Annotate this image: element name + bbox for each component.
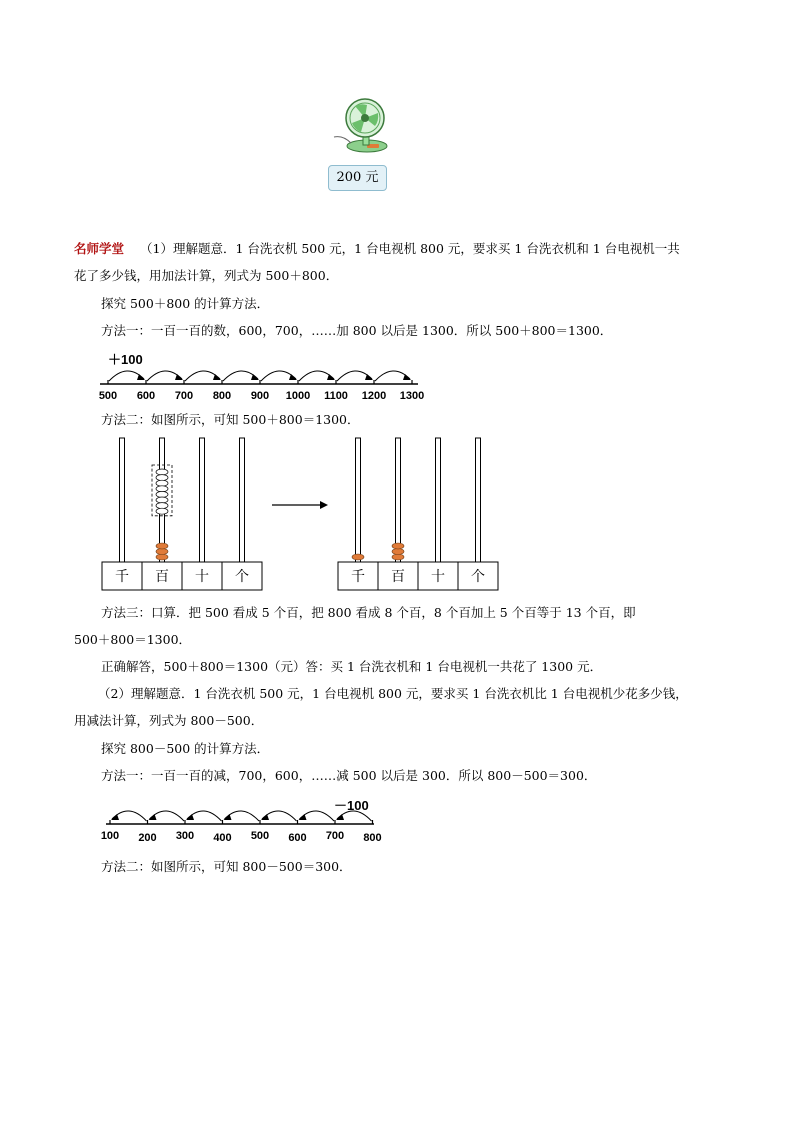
part1-line1-text: （1）理解题意．1 台洗衣机 500 元，1 台电视机 800 元，要求买 1 台洗衣机和 1 台电视机一共 bbox=[140, 241, 680, 256]
numberline-tick-label: 600 bbox=[288, 832, 307, 844]
numberline-tick-label: 800 bbox=[212, 390, 232, 402]
numberline-tick-label: 400 bbox=[213, 832, 232, 844]
abacus-bead bbox=[156, 543, 168, 549]
arrowhead-icon bbox=[336, 814, 344, 820]
abacus-place-label: 十 bbox=[431, 569, 445, 585]
abacus-rod bbox=[476, 438, 481, 562]
numberline-tick-label: 700 bbox=[174, 390, 194, 402]
abacus-bead bbox=[352, 554, 364, 560]
abacus-bead-added bbox=[156, 503, 168, 509]
abacus-bead-added bbox=[156, 469, 168, 475]
numberline-tick-label: 700 bbox=[325, 830, 345, 842]
arrowhead-icon bbox=[289, 374, 297, 380]
abacus-bead-added bbox=[156, 486, 168, 492]
part1-explore: 探究 500＋800 的计算方法． bbox=[101, 296, 270, 311]
abacus-bead-added bbox=[156, 491, 168, 497]
arrowhead-icon bbox=[403, 374, 411, 380]
arrowhead-icon bbox=[213, 374, 221, 380]
part2-intro-line1: （2）理解题意．1 台洗衣机 500 元，1 台电视机 800 元，要求买 1 台洗衣机比 1 台电视机少花多少钱， bbox=[98, 686, 688, 701]
numberline-tick-label: 900 bbox=[250, 390, 270, 402]
abacus-rod bbox=[356, 438, 361, 562]
abacus-rod bbox=[120, 438, 125, 562]
abacus-bead bbox=[392, 543, 404, 549]
arrowhead-icon bbox=[365, 374, 373, 380]
part1-method1: 方法一：一百一百的数，600，700，……加 800 以后是 1300．所以 500＋800＝1300． bbox=[101, 323, 613, 338]
part1-method3-line2: 500＋800＝1300． bbox=[74, 632, 192, 647]
arrowhead-icon bbox=[186, 814, 194, 820]
arrowhead-icon bbox=[261, 814, 269, 820]
numberline-tick-label: 500 bbox=[250, 830, 270, 842]
price-label: 200 元 bbox=[328, 165, 387, 191]
abacus-rod bbox=[436, 438, 441, 562]
part1-method3-line1: 方法三：口算．把 500 看成 5 个百，把 800 看成 8 个百，8 个百加上 5 个百等于 13 个百，即 bbox=[101, 605, 636, 620]
arrowhead-icon bbox=[175, 374, 183, 380]
part1-answer: 正确解答，500＋800＝1300（元）答：买 1 台洗衣机和 1 台电视机一共花了 1300 元． bbox=[101, 659, 603, 674]
abacus-bead-added bbox=[156, 480, 168, 486]
numberline-tick-label: 300 bbox=[175, 830, 195, 842]
part1-intro-line1 bbox=[74, 241, 680, 257]
part1-intro-line2: 花了多少钱，用加法计算，列式为 500＋800． bbox=[74, 268, 339, 283]
abacus-bead-added bbox=[156, 475, 168, 481]
abacus-place-label: 十 bbox=[195, 569, 209, 585]
numberline-tick-label: 800 bbox=[363, 832, 382, 844]
abacus-rod bbox=[200, 438, 205, 562]
abacus-bead-added bbox=[156, 508, 168, 514]
abacus-place-label: 个 bbox=[235, 569, 249, 585]
arrowhead-icon bbox=[149, 814, 157, 820]
numberline-tick-label: 1200 bbox=[361, 390, 387, 402]
abacus-rod bbox=[240, 438, 245, 562]
numberline-tick-label: 1300 bbox=[399, 390, 425, 402]
abacus-bead bbox=[392, 554, 404, 560]
abacus-bead bbox=[392, 549, 404, 555]
abacus-place-label: 个 bbox=[471, 569, 485, 585]
numberline-tick-label: 1100 bbox=[324, 390, 348, 402]
arrowhead-icon bbox=[327, 374, 335, 380]
part2-intro-line2: 用减法计算，列式为 800－500． bbox=[74, 713, 264, 728]
abacus-place-label: 百 bbox=[391, 569, 405, 585]
arrowhead-icon bbox=[299, 814, 307, 820]
numberline-step-label: －100 bbox=[334, 798, 369, 813]
numberline-tick-label: 200 bbox=[138, 832, 157, 844]
abacus-bead-added bbox=[156, 497, 168, 503]
numberline-tick-label: 600 bbox=[136, 390, 156, 402]
part2-explore: 探究 800－500 的计算方法． bbox=[101, 741, 270, 756]
abacus-diagram bbox=[96, 432, 516, 594]
part2-method2: 方法二：如图所示，可知 800－500＝300． bbox=[101, 859, 352, 874]
numberline-tick-label: 1000 bbox=[285, 390, 311, 402]
numberline-step-label: ＋100 bbox=[108, 352, 143, 367]
abacus-bead bbox=[156, 549, 168, 555]
arrowhead-icon bbox=[224, 814, 232, 820]
fan-icon bbox=[331, 97, 391, 157]
part2-method1: 方法一：一百一百的减，700，600，……减 500 以后是 300．所以 800－500＝300． bbox=[101, 768, 597, 783]
numberline-tick-label: 500 bbox=[98, 390, 118, 402]
numberline-tick-label: 100 bbox=[100, 830, 120, 842]
abacus-bead bbox=[156, 554, 168, 560]
arrowhead-icon bbox=[251, 374, 259, 380]
abacus-place-label: 千 bbox=[351, 569, 365, 585]
arrowhead-icon bbox=[111, 814, 119, 820]
arrowhead-icon bbox=[137, 374, 145, 380]
numberline-subtraction bbox=[98, 794, 398, 848]
numberline-addition bbox=[96, 350, 436, 402]
arrow-right-icon bbox=[320, 501, 328, 509]
abacus-place-label: 百 bbox=[155, 569, 169, 585]
section-tag: 名师学堂 bbox=[74, 241, 125, 256]
abacus-place-label: 千 bbox=[115, 569, 129, 585]
part1-method2: 方法二：如图所示，可知 500＋800＝1300． bbox=[101, 412, 360, 427]
